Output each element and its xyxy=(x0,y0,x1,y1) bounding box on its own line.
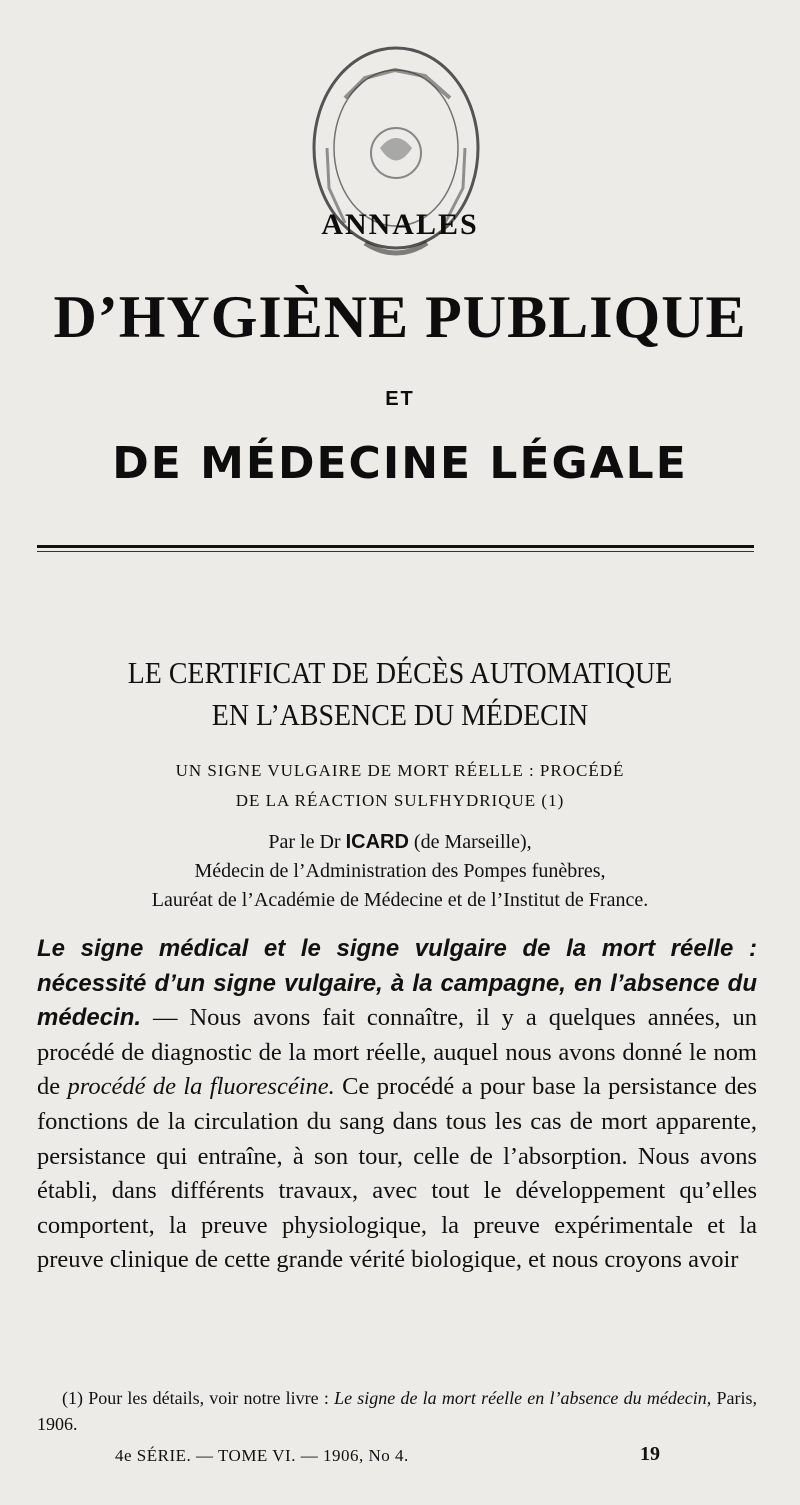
footnote-prefix: (1) Pour les détails, voir notre livre : xyxy=(62,1388,335,1408)
page-number: 19 xyxy=(640,1443,660,1465)
footnote xyxy=(37,1385,757,1437)
folio-line: 4e SÉRIE. — TOME VI. — 1906, No 4. xyxy=(115,1446,409,1465)
article-title-line2: EN L’ABSENCE DU MÉDECIN xyxy=(211,697,589,732)
body-paragraph xyxy=(37,932,757,1278)
journal-title-et: ET xyxy=(385,388,415,410)
article-subtitle-line1: UN SIGNE VULGAIRE DE MORT RÉELLE : PROCÉDÉ xyxy=(175,761,625,780)
author-prefix: Par le Dr xyxy=(268,831,346,853)
article-title-line1: LE CERTIFICAT DE DÉCÈS AUTOMATIQUE xyxy=(127,655,673,690)
author-line xyxy=(0,828,800,856)
author-honors: Lauréat de l’Académie de Médecine et de l’Institut de France. xyxy=(151,889,649,911)
body-italic: procédé de la fluorescéine. xyxy=(67,1073,335,1101)
journal-title-hygiene: D’HYGIÈNE PUBLIQUE xyxy=(53,284,747,350)
journal-title-annales: ANNALES xyxy=(321,208,479,241)
body-part1: — Nous avons fait connaître, il y a quelques années, un procédé de diagnostic de la mort réelle, auquel nous avons donné le nom de xyxy=(37,1004,757,1101)
footnote-suffix: Paris, 1906. xyxy=(37,1388,757,1434)
body-part2: Ce procédé a pour base la persistance des fonctions de la circulation du sang dans tous les cas de mort apparente, persistance qui entraîne, à son tour, celle de l’absorption. Nous avons établi, dans différents travaux, avec tout le développement qu’elles comportent, la preuve physiologique, la preuve expérimentale et la preuve clinique de cette grande vérité biologique, et nous croyons avoir xyxy=(37,1073,757,1274)
body-lead: Le signe médical et le signe vulgaire de la mort réelle : nécessité d’un signe vulgaire, à la campagne, en l’absence du médecin. xyxy=(37,935,757,1032)
author-suffix: (de Marseille), xyxy=(408,831,532,853)
title-rule xyxy=(37,545,754,548)
title-rule-thin xyxy=(37,551,754,552)
journal-title-medecine: DE MÉDECINE LÉGALE xyxy=(112,438,688,489)
article-subtitle-line2: DE LA RÉACTION SULFHYDRIQUE (1) xyxy=(235,791,565,810)
footnote-italic: Le signe de la mort réelle en l’absence du médecin, xyxy=(334,1388,712,1408)
author-role: Médecin de l’Administration des Pompes funèbres, xyxy=(194,860,606,882)
author-name: ICARD xyxy=(345,831,409,853)
